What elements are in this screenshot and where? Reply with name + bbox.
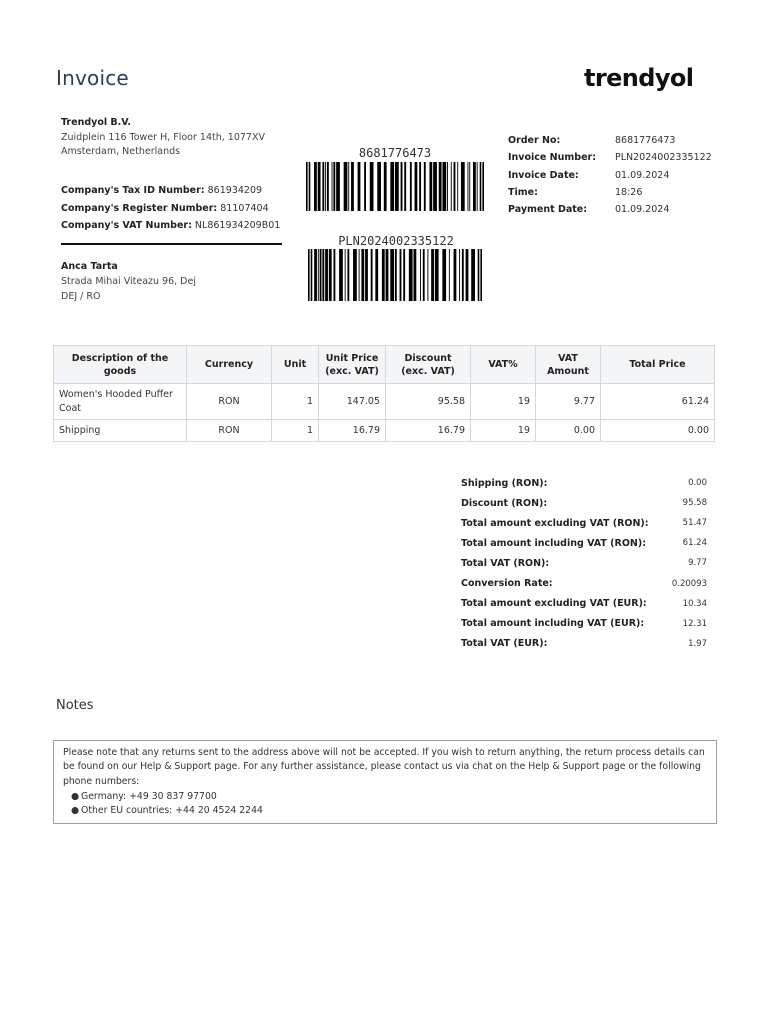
barcode-bar (403, 249, 405, 301)
barcode-bar (424, 162, 426, 211)
totals-row (461, 634, 707, 654)
totals-value: 51.47 (682, 518, 707, 529)
totals-summary (461, 473, 707, 654)
barcode-bar (415, 162, 418, 211)
order-info-value: 01.09.2024 (615, 169, 670, 181)
order-info-label: Time: (508, 187, 538, 199)
barcode-bar (359, 249, 360, 301)
cell-description: Shipping (54, 420, 187, 442)
cell-total-price: 0.00 (601, 420, 715, 442)
barcode-bar (419, 162, 421, 211)
notes-text: Please note that any returns sent to the address above will not be accepted. If you wish to return anything, the return process details can be found on our Help & Support page. For any further assistance, please contact us via chat on the Help & Support page or the following phone numbers: (63, 747, 705, 787)
totals-row (461, 473, 707, 493)
barcode-bar (429, 162, 432, 211)
barcode-bar (401, 162, 403, 211)
barcode-bar (314, 162, 317, 211)
barcode-bar (469, 162, 470, 211)
barcode-bar (435, 249, 439, 301)
barcode-bar (308, 249, 310, 301)
seller-block (61, 116, 265, 160)
barcode-bar (466, 249, 469, 301)
order-info-label: Invoice Date: (508, 169, 579, 181)
cell-vat-pct: 19 (471, 384, 536, 420)
order-info-row (508, 149, 712, 166)
totals-label: Total amount including VAT (EUR): (461, 618, 645, 630)
barcode-bar (311, 249, 313, 301)
barcode-bar (371, 249, 373, 301)
barcode-bar (477, 162, 478, 211)
barcode-bar (339, 249, 343, 301)
buyer-block (61, 260, 196, 304)
totals-value: 12.31 (682, 618, 707, 629)
header-unit-price: Unit Price (exc. VAT) (319, 346, 386, 384)
list-item (71, 804, 707, 818)
tax-id-value: 861934209 (207, 185, 263, 196)
notes-title: Notes (56, 698, 94, 713)
order-info-label: Payment Date: (508, 204, 588, 216)
buyer-name: Anca Tarta (61, 261, 118, 272)
cell-unit: 1 (272, 384, 319, 420)
barcode-bar (353, 249, 357, 301)
barcode-bar (480, 162, 482, 211)
barcode-bar (386, 249, 389, 301)
totals-label: Total amount including VAT (RON): (461, 537, 647, 549)
cell-description: Women's Hooded Puffer Coat (54, 384, 187, 420)
order-info-row (508, 132, 712, 149)
totals-value: 9.77 (688, 558, 707, 569)
totals-row (461, 594, 707, 614)
barcode-bar (410, 162, 412, 211)
barcode-bar (348, 162, 349, 211)
barcode-bar (462, 249, 464, 301)
header-discount: Discount (exc. VAT) (386, 346, 471, 384)
tax-id-row (61, 182, 280, 200)
header-vat-amount: VAT Amount (536, 346, 601, 384)
totals-label: Conversion Rate: (461, 578, 553, 590)
vat-number-label: Company's VAT Number: (61, 220, 192, 232)
vat-number-row (61, 217, 280, 235)
order-info-label: Invoice Number: (508, 152, 596, 164)
buyer-address-line1: Strada Mihai Viteazu 96, Dej (61, 275, 196, 287)
barcode-bar (439, 162, 442, 211)
register-label: Company's Register Number: (61, 202, 218, 214)
cell-total-price: 61.24 (601, 384, 715, 420)
totals-row (461, 513, 707, 533)
cell-currency: RON (187, 384, 272, 420)
cell-vat-amount: 0.00 (536, 420, 601, 442)
barcode-bar (414, 249, 417, 301)
totals-label: Discount (RON): (461, 497, 548, 509)
barcode-bar (334, 249, 336, 301)
header-unit: Unit (272, 346, 319, 384)
barcode-bar (400, 249, 402, 301)
totals-value: 1.97 (688, 638, 707, 649)
totals-row (461, 533, 707, 553)
totals-value: 95.58 (682, 498, 707, 509)
barcode-bar (382, 249, 385, 301)
cell-vat-amount: 9.77 (536, 384, 601, 420)
barcode-bar (333, 162, 335, 211)
barcode-bar (347, 249, 349, 301)
barcode-bar (336, 162, 340, 211)
bullet-icon: ● (71, 804, 80, 816)
barcode-bar (384, 162, 387, 211)
barcode-bar (320, 249, 322, 301)
trendyol-logo: trendyol (584, 64, 694, 92)
barcode-bar (423, 249, 425, 301)
vat-number-value: NL861934209B01 (194, 220, 281, 232)
barcode-bar (306, 162, 308, 211)
barcode-bar (309, 162, 311, 211)
cell-discount: 95.58 (386, 384, 471, 420)
section-divider (61, 243, 282, 245)
totals-row (461, 493, 707, 513)
barcode-bar (454, 162, 456, 211)
barcode-bar (345, 249, 346, 301)
barcode-bar (431, 249, 434, 301)
invoice-barcode (308, 249, 482, 301)
order-info-value: PLN2024002335122 (615, 152, 712, 164)
items-header-row (54, 346, 715, 384)
totals-label: Total amount excluding VAT (EUR): (461, 598, 647, 610)
cell-discount: 16.79 (386, 420, 471, 442)
barcode-bar (375, 249, 378, 301)
cell-currency: RON (187, 420, 272, 442)
barcode-bar (468, 162, 469, 211)
barcode-bar (332, 162, 333, 211)
header-total-price: Total Price (601, 346, 715, 384)
phone-list (63, 790, 707, 818)
register-row (61, 200, 280, 218)
barcode-bar (325, 162, 326, 211)
barcode-bar (390, 249, 394, 301)
order-info-value: 01.09.2024 (615, 204, 670, 216)
barcode-bar (325, 249, 328, 301)
barcode-bar (433, 162, 437, 211)
totals-label: Shipping (RON): (461, 477, 548, 489)
seller-address-line2: Amsterdam, Netherlands (61, 146, 181, 158)
barcode-bar (447, 162, 448, 211)
barcode-bar (471, 249, 475, 301)
order-info-value: 8681776473 (615, 135, 676, 147)
barcode-bar (482, 162, 484, 211)
barcode-bar (409, 249, 413, 301)
totals-row (461, 573, 707, 593)
cell-unit-price: 147.05 (319, 384, 386, 420)
order-info-value: 18:26 (615, 187, 643, 199)
barcode-bar (370, 162, 374, 211)
barcode-bar (390, 162, 394, 211)
barcode-bar (395, 249, 397, 301)
barcode-bar (473, 162, 476, 211)
barcode-bar (457, 162, 458, 211)
tax-id-label: Company's Tax ID Number: (61, 185, 205, 196)
barcode-bar (478, 249, 480, 301)
totals-value: 61.24 (682, 538, 707, 549)
barcode-bar (442, 249, 446, 301)
header-vat-pct: VAT% (471, 346, 536, 384)
page-title: Invoice (56, 66, 129, 90)
totals-label: Total amount excluding VAT (RON): (461, 517, 649, 529)
order-info-row (508, 184, 712, 201)
barcode-bar (461, 162, 465, 211)
barcode-bar (365, 249, 368, 301)
barcode-bar (344, 162, 348, 211)
totals-row (461, 553, 707, 573)
seller-name: Trendyol B.V. (61, 117, 131, 128)
register-value: 81107404 (220, 202, 269, 214)
order-barcode-text: 8681776473 (358, 146, 432, 160)
totals-label: Total VAT (RON): (461, 557, 550, 569)
totals-value: 10.34 (682, 598, 707, 609)
phone-germany: Germany: +49 30 837 97700 (81, 790, 217, 802)
header-currency: Currency (187, 346, 272, 384)
barcode-bar (480, 249, 482, 301)
bullet-icon: ● (71, 790, 80, 802)
barcode-bar (358, 162, 361, 211)
order-info (508, 132, 712, 218)
barcode-bar (351, 162, 354, 211)
barcode-bar (318, 162, 321, 211)
barcode-bar (327, 162, 329, 211)
totals-value: 0.00 (688, 478, 707, 489)
barcode-bar (322, 162, 324, 211)
barcode-bar (314, 249, 317, 301)
barcode-bar (395, 162, 399, 211)
barcode-bar (427, 249, 428, 301)
table-row (54, 420, 715, 442)
barcode-bar (322, 249, 324, 301)
cell-vat-pct: 19 (471, 420, 536, 442)
totals-label: Total VAT (EUR): (461, 638, 548, 650)
totals-row (461, 614, 707, 634)
barcode-bar (420, 249, 421, 301)
list-item (71, 790, 707, 804)
items-table (53, 345, 715, 442)
barcode-bar (449, 249, 450, 301)
seller-tax-block (61, 182, 280, 235)
barcode-bar (329, 249, 332, 301)
order-barcode (306, 162, 484, 211)
barcode-bar (442, 162, 446, 211)
header-description: Description of the goods (54, 346, 187, 384)
cell-unit-price: 16.79 (319, 420, 386, 442)
barcode-bar (318, 249, 319, 301)
order-info-label: Order No: (508, 135, 561, 147)
order-info-row (508, 167, 712, 184)
cell-unit: 1 (272, 420, 319, 442)
seller-address-line1: Zuidplein 116 Tower H, Floor 14th, 1077XV (61, 131, 265, 143)
barcode-bar (377, 162, 381, 211)
notes-box (53, 740, 717, 824)
barcode-bar (451, 162, 452, 211)
totals-value: 0.20093 (671, 578, 707, 589)
table-row (54, 384, 715, 420)
order-info-row (508, 201, 712, 218)
barcode-bar (454, 249, 457, 301)
invoice-barcode-text: PLN2024002335122 (338, 234, 454, 248)
barcode-bar (404, 162, 406, 211)
buyer-address-line2: DEJ / RO (61, 290, 101, 302)
barcode-bar (459, 249, 460, 301)
barcode-bar (361, 249, 364, 301)
phone-other-eu: Other EU countries: +44 20 4524 2244 (81, 804, 263, 816)
barcode-bar (364, 162, 366, 211)
